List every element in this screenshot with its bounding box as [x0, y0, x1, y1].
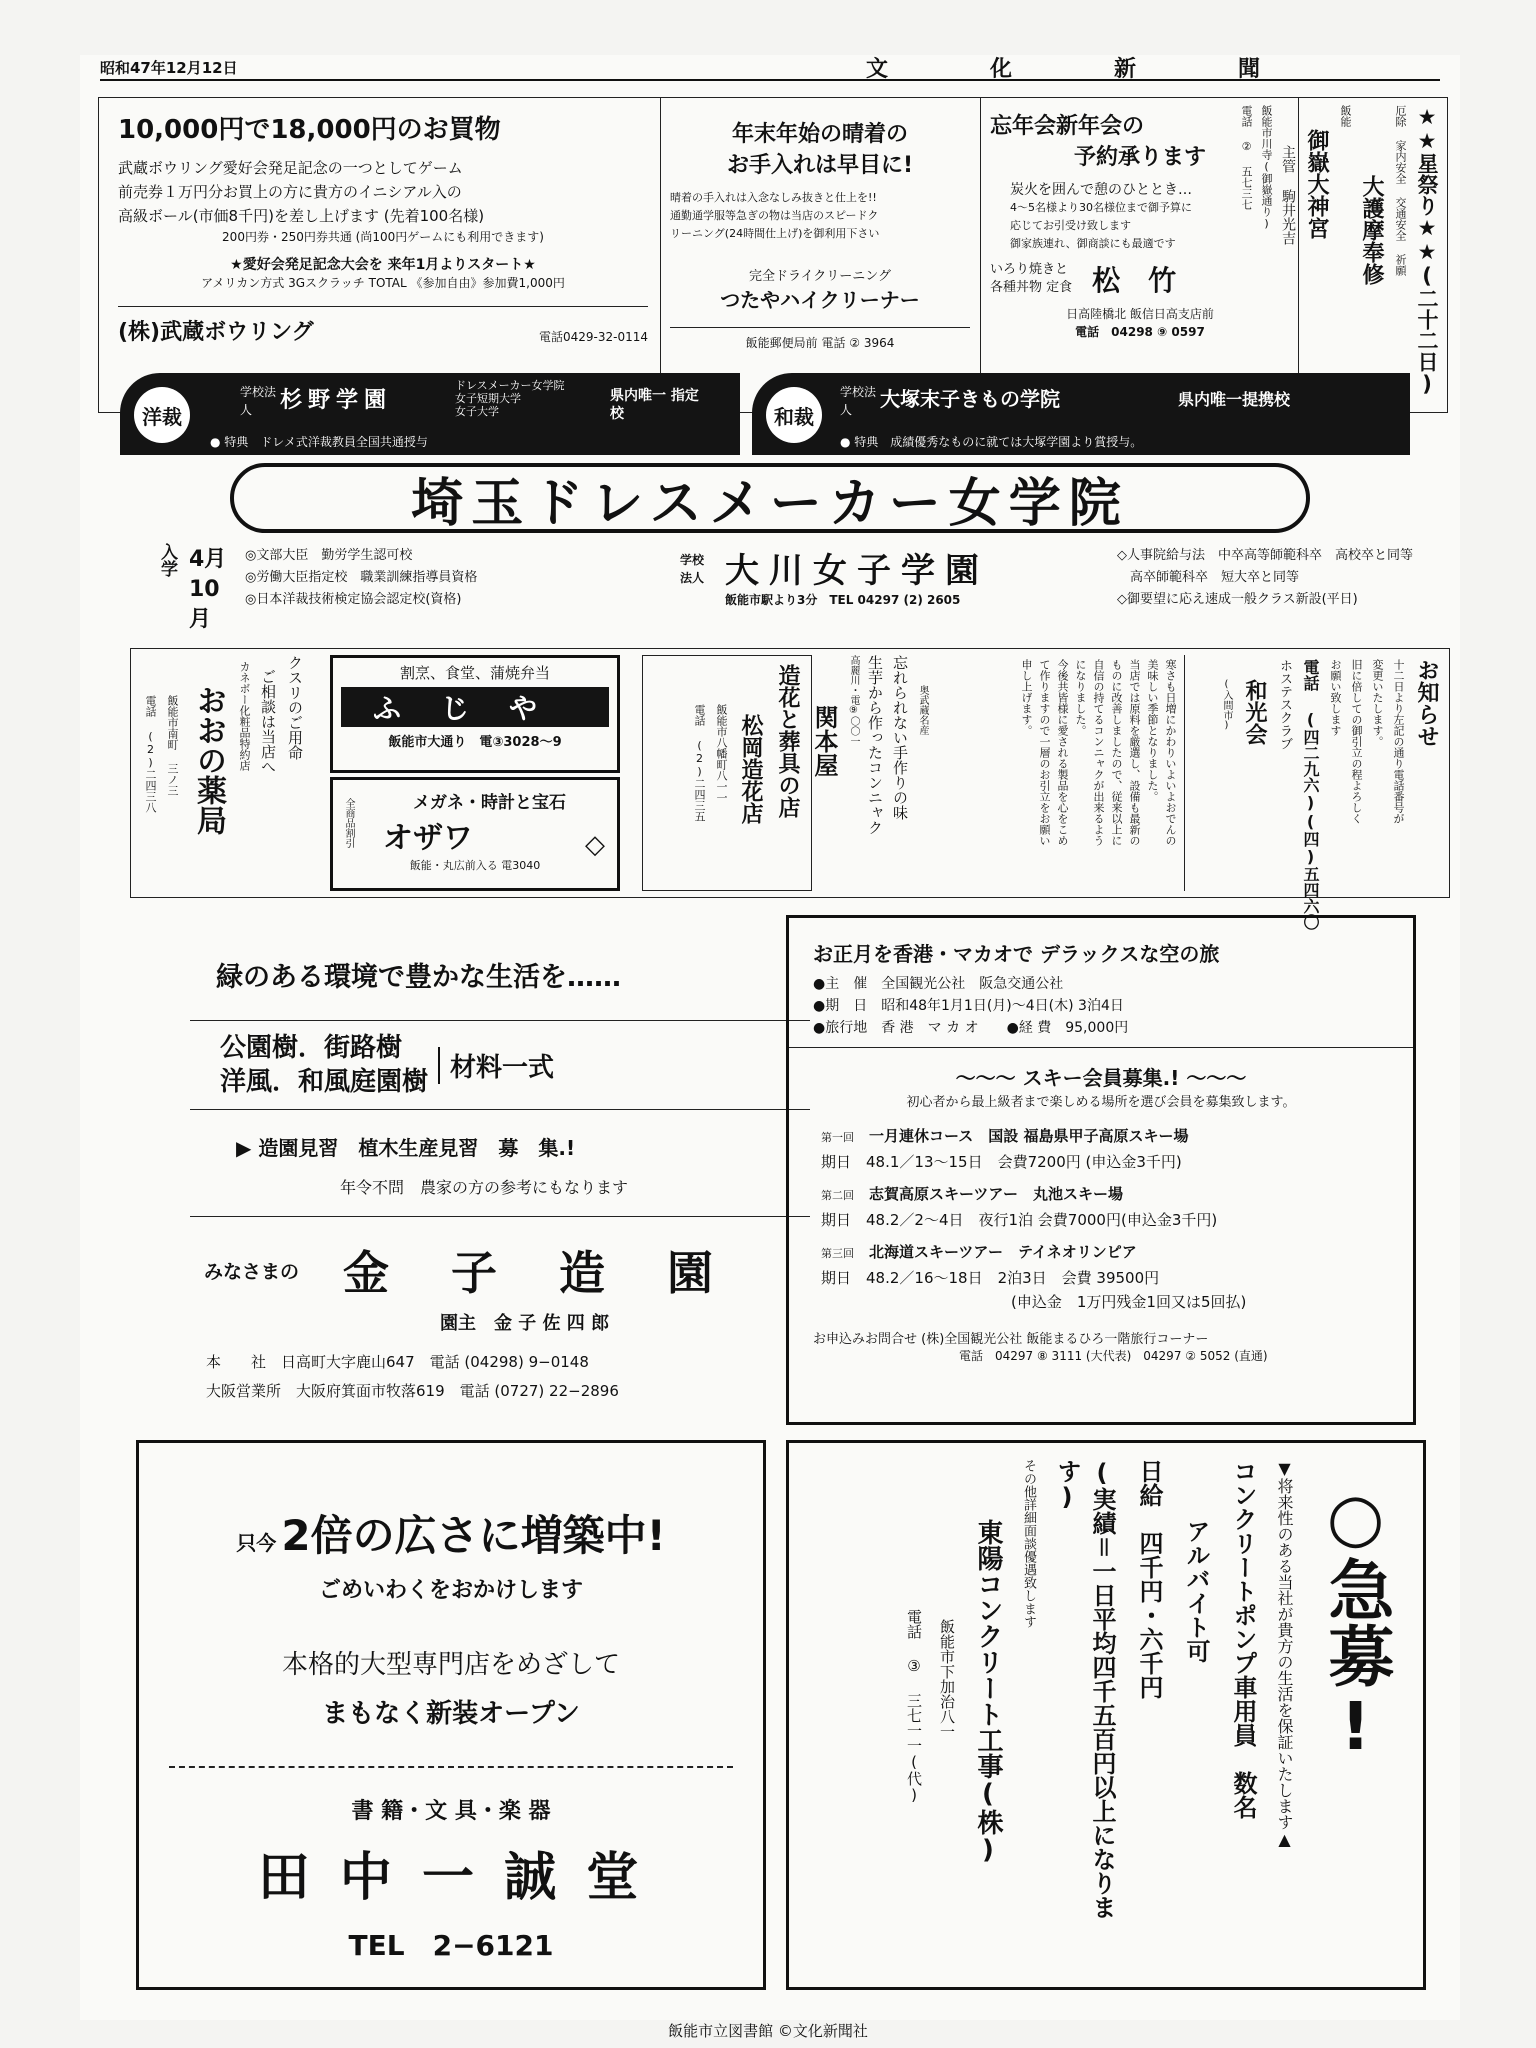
cleaning-address: 飯能郵便局前 電話 ② 3964 — [670, 327, 970, 352]
club-type: ホステスクラブ — [1277, 659, 1292, 750]
konnyaku-label: 奥武蔵名産 — [917, 685, 928, 735]
pharmacy-address: 飯能市南町 三ノ三 — [166, 695, 179, 796]
konnyaku-ad — [810, 655, 930, 891]
club-phone: 電話 (四二九六)(四)五四六〇 — [1301, 659, 1320, 930]
glasses-address: 飯能・丸広前入る 電3040 — [409, 859, 541, 872]
bookstore-name: 田 中 一 誠 堂 — [257, 1847, 645, 1908]
bowling-headline: 10,000円で18,000円のお買物 — [118, 115, 501, 145]
garden-greeting: みなさまの — [204, 1260, 300, 1283]
konnyaku-line-1: 忘れられない手作りの味 — [891, 655, 909, 820]
tour-deposit: (申込金 1万円残金1回又は5回払) — [1011, 1293, 1247, 1311]
travel-details — [813, 973, 1413, 1039]
recruit-ad — [786, 1440, 1426, 1990]
shrine-priest: 主管 駒井光吉 — [1280, 145, 1296, 245]
rule — [789, 1047, 1413, 1048]
notice-line: ものに改善しましたので、従来以上に — [1110, 659, 1123, 846]
rule — [190, 1020, 810, 1021]
cleaning-headline-1: 年末年始の晴着の — [731, 122, 908, 147]
travel-dest-cost — [813, 1017, 1413, 1039]
bookstore-line-2: まもなく新装オープン — [322, 1699, 580, 1729]
travel-dates: ●期 日 昭和48年1月1日(月)〜4日(木) 3泊4日 — [813, 998, 1124, 1014]
right-corp: 学校法人 — [840, 385, 877, 417]
restaurant-line: 炭火を囲んで憩のひととき… — [1010, 182, 1192, 198]
tour-no: 第一回 — [821, 1131, 854, 1144]
garden-materials: 材料一式 — [438, 1047, 554, 1084]
cleaning-body-line: 晴着の手入れは入念なしみ抜きと仕上を!! — [670, 191, 877, 204]
club-notice — [1192, 659, 1442, 930]
shrine-place: 御嶽大神宮 — [1304, 129, 1330, 239]
bowling-company: (株)武蔵ボウリング — [118, 320, 314, 345]
notice-line: 今後共皆様に愛される製品を心をこめ — [1056, 659, 1069, 846]
ski-tour — [821, 1182, 1413, 1232]
garden-items-1: 公園樹．街路樹 — [220, 1033, 403, 1063]
newspaper-page — [80, 55, 1460, 2020]
recruit-company: 東陽コンクリート工事(株) — [973, 1519, 1003, 1865]
pharmacy-name: おおの薬局 — [191, 685, 226, 835]
garden-owner: 園主 金 子 佐 四 郎 — [440, 1313, 610, 1334]
notice-line: 自信の持てるコンニャクが出来るよう — [1092, 659, 1105, 846]
konnyaku-line-2: 生芋から作ったコンニャク — [866, 655, 884, 835]
garden-items — [220, 1031, 428, 1099]
big-title: 埼玉ドレスメーカー女学院 — [411, 473, 1129, 534]
course-line: ◇御要望に応え速成一般クラス新設(平日) — [1117, 592, 1358, 607]
cleaning-name: つたやハイクリーナー — [720, 288, 920, 312]
cleaning-body-line: リーニング(24時間仕上げ)を御利用下さい — [670, 227, 880, 240]
florist-phone: 電話 (2)二四三五 — [693, 704, 706, 822]
glasses-label: 全商品割引 — [343, 798, 354, 848]
pharmacy-ad — [136, 655, 306, 891]
tour-dates: 期日 48.1／13〜15日 会費7200円 (申込金3千円) — [821, 1153, 1182, 1171]
recruit-pay: 日給 四千円・六千円 — [1135, 1459, 1163, 1699]
divider — [980, 97, 981, 413]
garden-note: 年令不問 農家の方の参考にもなります — [340, 1178, 629, 1197]
restaurant-name: 松 竹 — [1092, 264, 1177, 297]
school-corp: 学校法人 — [680, 553, 705, 585]
kappo-name: ふじや — [341, 687, 609, 727]
yosai-badge: 洋裁 — [134, 387, 190, 443]
divider — [1184, 655, 1185, 891]
divider — [1298, 97, 1299, 413]
recruit-details: その他詳細面談優遇致します — [1021, 1459, 1036, 1628]
notice-line: 寒さも日増にかわりいよいよおでんの — [1164, 659, 1177, 846]
school-courses — [1117, 545, 1457, 611]
konnyaku-notice — [938, 659, 1178, 889]
bowling-rules: アメリカン方式 3Gスクラッチ TOTAL 《参加自由》参加費1,000円 — [201, 276, 565, 290]
travel-cost: ●経 費 95,000円 — [1006, 1020, 1129, 1036]
florist-main: 造花と葬具の店 — [775, 664, 800, 818]
bowling-body-line: 前売券１万円分お買上の方に貴方のイニシアル入の — [118, 183, 462, 201]
issue-date: 昭和47年12月12日 — [100, 58, 238, 77]
glasses-shop: オザワ — [383, 821, 473, 856]
bowling-event: ★愛好会発足記念大会を 来年1月よりスタート★ — [230, 257, 536, 273]
bookstore-ad — [136, 1440, 766, 1990]
sugino-panel — [120, 373, 740, 455]
course-line: ◇人事院給与法 中卒高等師範科卒 高校卒と同等 — [1117, 548, 1413, 563]
recruit-record: (実績＝一日平均四千五百円以上になります) — [1053, 1459, 1116, 1919]
cleaning-headline-2: お手入れは早目に! — [726, 153, 914, 178]
tour-dates: 期日 48.2／2〜4日 夜行1泊 会費7000円(申込金3千円) — [821, 1211, 1218, 1229]
cleaning-body — [670, 189, 970, 243]
wasai-badge: 和裁 — [766, 387, 822, 443]
kappo-address: 飯能市大通り 電③3028〜9 — [388, 735, 562, 750]
club-place: (入間市) — [1221, 679, 1232, 731]
bowling-body-line: 高級ボール(市価8千円)を差し上げます (先着100名様) — [118, 207, 485, 225]
shrine-ad — [1240, 105, 1442, 405]
tour-no: 第三回 — [821, 1247, 854, 1260]
konnyaku-name: 関本屋 — [810, 705, 838, 777]
ski-intro: 初心者から最上級者まで楽しめる場所を選び会員を募集致します。 — [906, 1095, 1296, 1110]
notice-line: 美味しい季節となりました。 — [1146, 659, 1159, 802]
admission-entry: 入学 — [157, 543, 177, 577]
garden-products — [220, 1031, 810, 1099]
bowling-footer — [118, 306, 648, 346]
restaurant-address: 日高陸橋北 飯信日高支店前 — [1066, 307, 1214, 321]
bowling-tickets: 200円券・250円券共通 (尚100円ゲームにも利用できます) — [222, 230, 544, 244]
garden-ad — [190, 935, 810, 1475]
dressmaker-banner — [120, 373, 1410, 533]
club-body-line: 旧に倍しての御引立の程よろしく — [1350, 659, 1363, 824]
restaurant-phone: 電話 04298 ⑨ 0597 — [1075, 325, 1205, 339]
ski-tour — [821, 1124, 1413, 1174]
club-body-line: 変更いたします。 — [1371, 659, 1384, 747]
course-line: 高卒師範科卒 短大卒と同等 — [1117, 570, 1300, 585]
tour-name: 北海道スキーツアー テイネオリンピア — [869, 1243, 1137, 1261]
florist-address: 飯能市八幡町八一一 — [715, 704, 728, 803]
left-school-name: 杉野学園 — [280, 388, 393, 413]
recruit-phone: 電話 ③ 三七一一(代) — [905, 1609, 923, 1804]
club-notice-title: お知らせ — [1414, 659, 1439, 747]
right-perk: ● 特典 成績優秀なものに就ては大塚学園より賞授与。 — [840, 435, 1143, 449]
left-desc-line: ドレスメーカー女学院 — [455, 379, 565, 392]
left-corp: 学校法人 — [240, 385, 277, 417]
restaurant-menu-items — [990, 261, 1072, 297]
tour-name: 志賀高原スキーツアー 丸池スキー場 — [869, 1185, 1123, 1203]
shrine-phone: 電話 ② 五七三七 — [1240, 105, 1253, 210]
rule — [190, 1109, 810, 1110]
ski-tours — [821, 1124, 1413, 1314]
school-address: 飯能市駅より3分 TEL 04297 (2) 2605 — [725, 593, 961, 607]
bookstore-headline: 2倍の広さに増築中! — [281, 1511, 666, 1560]
admission-quals — [245, 545, 477, 611]
recruit-address: 飯能市下加治八一 — [938, 1619, 956, 1739]
travel-headline: お正月を香港・マカオで デラックスな空の旅 — [813, 942, 1220, 966]
otsuka-panel — [752, 373, 1410, 455]
travel-organizer: ●主 催 全国観光公社 阪急交通公社 — [813, 976, 1064, 992]
garden-hq: 本 社 日高町大字鹿山647 電話 (04298) 9−0148 — [206, 1353, 589, 1371]
cleaning-ad — [670, 117, 970, 407]
ski-title: 〜〜〜 スキー会員募集.! 〜〜〜 — [955, 1066, 1247, 1090]
pharmacy-brand: カネボー化粧品特約店 — [238, 661, 251, 771]
notice-line: になりました。 — [1074, 659, 1087, 736]
kappo-ad — [330, 655, 620, 773]
restaurant-body-line: 応じてお引受け致します — [1010, 219, 1131, 232]
recruit-columns — [789, 1443, 1423, 1987]
admission-strip — [155, 541, 1455, 632]
bowling-body — [118, 156, 648, 228]
travel-ad — [786, 915, 1416, 1425]
cleaning-body-line: 通勤通学服等急ぎの物は当店のスピードク — [670, 209, 879, 222]
notice-line: 申し上げます。 — [1020, 659, 1033, 736]
shrine-place-label: 飯能 — [1339, 105, 1352, 127]
club-body-line: 十二日より左記の通り電話番号が — [1392, 659, 1405, 824]
pharmacy-line-2: ご相談は当店へ — [259, 669, 277, 774]
bookstore-apology: ごめいわくをおかけします — [318, 1578, 583, 1603]
bookstore-headline-wrap — [139, 1503, 763, 1563]
glasses-tagline: メガネ・時計と宝石 — [413, 793, 566, 813]
konnyaku-address: 高麗川・電⑨〇〇一 — [848, 655, 859, 746]
shrine-festival: ★★星祭り★★(二十二日) — [1415, 105, 1439, 396]
tour-name: 一月連休コース 国設 福島県甲子高原スキー場 — [869, 1127, 1189, 1145]
page-header — [100, 55, 1440, 81]
pharmacy-phone: 電話 (2)二四三八 — [144, 695, 157, 813]
kappo-top: 割烹、食堂、蒲焼弁当 — [399, 664, 550, 682]
rule — [190, 1216, 810, 1217]
florist-ad — [642, 655, 812, 891]
club-body-line: お願い致します — [1329, 659, 1342, 736]
restaurant-headline-1: 忘年会新年会の — [990, 114, 1145, 139]
garden-osaka: 大阪営業所 大阪府箕面市牧落619 電話 (0727) 22−2896 — [206, 1382, 619, 1400]
restaurant-body-line: 御家族連れ、御商談にも最適です — [1010, 237, 1176, 250]
restaurant-body-line: 4〜5名様より30名様位まで御予算に — [1010, 201, 1192, 214]
garden-headline: 緑のある環境で豊かな生活を…… — [216, 962, 621, 993]
club-name: 和光会 — [1242, 679, 1267, 745]
bookstore-prefix: 只今 — [236, 1531, 277, 1555]
garden-items-2: 洋風．和風庭園樹 — [220, 1067, 429, 1097]
cleaning-tagline: 完全ドライクリーニング — [748, 269, 892, 284]
garden-name: 金 子 造 園 — [343, 1246, 722, 1300]
footer-credit: 飯能市立図書館 ©文化新聞社 — [668, 2022, 868, 2040]
tour-dates: 期日 48.2／16〜18日 2泊3日 会費 39500円 — [821, 1269, 1160, 1287]
right-sub: 県内唯一提携校 — [1178, 390, 1291, 409]
left-school-desc — [455, 379, 564, 418]
recruit-job: コンクリートポンプ車用員 数名 — [1229, 1459, 1257, 1819]
left-perk: ● 特典 ドレメ式洋裁教員全国共通授与 — [210, 435, 428, 449]
notice-line: 当店では原料を厳選し、設備も最新の — [1128, 659, 1141, 846]
restaurant-headline-2: 予約承ります — [1073, 145, 1206, 170]
bookstore-tel: TEL 2−6121 — [348, 1929, 554, 1962]
restaurant-menu-1: いろり焼きと — [990, 262, 1069, 277]
glasses-ad — [330, 777, 620, 891]
tour-no: 第二回 — [821, 1189, 854, 1202]
notice-line: て作りますので一層のお引立をお願い — [1038, 659, 1051, 846]
shrine-purpose: 厄除 家内安全 交通安全 祈願 — [1394, 105, 1407, 276]
restaurant-menu-2: 各種丼物 定食 — [990, 280, 1073, 295]
recruit-title: ○急募! — [1317, 1479, 1394, 1765]
travel-contact: お申込みお問合せ (株)全国観光公社 飯能まるひろ一階旅行コーナー — [813, 1332, 1209, 1347]
shrine-title: 大護摩奉修 — [1359, 175, 1385, 285]
big-title-frame — [230, 463, 1310, 533]
recruit-lead: ▼将来性のある当社が貴方の生活を保証いたします▲ — [1275, 1459, 1294, 1849]
newspaper-title: 文 化 新 聞 — [865, 55, 1300, 82]
left-desc-line: 女子短期大学 — [455, 392, 521, 405]
qual-line: ◎文部大臣 勤労学生認可校 — [245, 548, 413, 563]
qual-line: ◎日本洋裁技術検定協会認定校(資格) — [245, 592, 462, 607]
qual-line: ◎労働大臣指定校 職業訓練指導員資格 — [245, 570, 478, 585]
florist-name: 松岡造花店 — [738, 714, 763, 824]
diamond-icon: ◇ — [585, 830, 605, 860]
garden-recruit: ▶ 造園見習 植木生産見習 募 集.! — [236, 1136, 576, 1160]
travel-dest: ●旅行地 香 港 マ カ オ — [813, 1020, 979, 1036]
recruit-parttime: アルバイト可 — [1182, 1519, 1210, 1663]
left-desc-line: 女子大学 — [455, 405, 499, 418]
bowling-ad — [118, 109, 648, 405]
pharmacy-line-1: クスリのご用命 — [286, 655, 304, 760]
travel-phone: 電話 04297 ⑧ 3111 (大代表) 04297 ② 5052 (直通) — [959, 1349, 1268, 1363]
bookstore-line-1: 本格的大型専門店をめざして — [281, 1650, 620, 1680]
bookstore-category: 書 籍・文 具・楽 器 — [351, 1799, 551, 1824]
bowling-body-line: 武蔵ボウリング愛好会発足記念の一つとしてゲーム — [118, 159, 463, 177]
school-name: 大川女子学園 — [725, 551, 989, 591]
garden-company — [204, 1237, 810, 1303]
right-school-name: 大塚末子きもの学院 — [880, 387, 1060, 411]
bowling-phone: 電話0429-32-0114 — [538, 330, 648, 344]
admission-months: 4月 10月 — [189, 547, 227, 632]
rule — [169, 1766, 733, 1768]
ski-tour — [821, 1240, 1413, 1290]
shrine-address: 飯能市川寺(御嶽通り) — [1260, 105, 1273, 230]
divider — [660, 97, 661, 413]
left-sub: 県内唯一 指定校 — [610, 388, 699, 422]
